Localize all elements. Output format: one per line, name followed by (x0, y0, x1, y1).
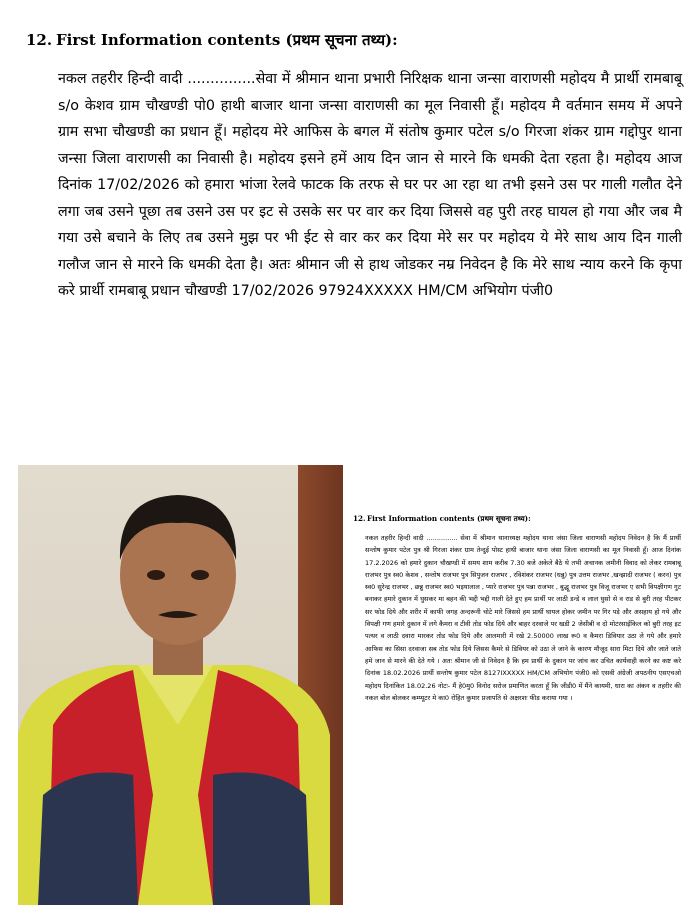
inset-heading-text: First Information contents (प्रथम सूचना तथ्य): (367, 514, 531, 523)
inset-fir-heading (353, 514, 683, 524)
section-number: 12. (26, 31, 53, 49)
inset-section-number: 12. (353, 514, 366, 523)
person-figure (18, 465, 343, 905)
fir-heading (26, 30, 686, 50)
inset-fir-text-body: नकल तहरीर हिन्दी वादी ............... सेवा में श्रीमान थानाध्यक्ष महोदय थाना जंसा जिला वाराणसी महोदय निवेदन है कि मैं प्रार्थी सन्तोष कुमार पटेल पुत्र श्री गिरजा शंकर ग्राम तेन्दुई पोस्ट हाथी बाजार थाना जंसा जिला वाराणसी का मूल निवासी हूँ। आज दिनांक 17.2.2026 को हमारे दुकान चौखण्डी में समय शाम करीब 7.30 बजे अकेले बैठे थे तभी अचानक जमीनी विवाद को लेकर रामबाबू राजभर पुत्र स्व0 केशव , सन्तोष राजभर पुत्र सिपुजन राजभर , रविशंकर राजभर (धन्नु) पुत्र उत्तम राजभर ,खन्झादी राजभर ( करन) पुत्र स्व0 सुरेन्द्र राजभर , छन्नु राजभर स्व0 भइयालाल , प्यारे राजभर पुत्र पन्ना राजभर , बुद्धू राजभर पुत्र विजू राजभर ए सभी विपक्षीगण गुट बनाकर हमारे दुकान में घुसकर मा बहन की भद्दी भद्दी गाली देते हुए हम प्रार्थी पर लाठी डन्डे व लाल घुसो से व राड से बुरी तरह पीटकर सर फोड दिये और शरीर में काफी जगह अन्दरूनी चोटे मारे जिससे हम प्रार्थी घायल होकर जमीन पर गिर पडे और असहाय हो गये और विपक्षी गण हमारे दुकान में लगे कैमरा व टीवी तोड फोड दिये और बाहर दरवाजे पर खडी 2 जेसीबी व दो मोटरसाईकिल को बुरी तरह इट पत्थर व लाठी दवारा मारकर तोड फोड दिये और आलमारी में रखे 2.50000 लाख रू0 व कैमरा डिवियार उठा ले गये और हमारे आफिस का सिसा दरवाजा सब तोड फोड दिये जिसस कैमरे से डिवियर को उठा ले जाने के कारण मौजूद सारा मिटा दिये और जाते जाते हमे जान से मारने की देते गये । अतः श्रीमान जी से निवेदन है कि हम प्रार्थी के दुकान पर जांच कर उचित कार्यवाही करने का कष्ट करे दिनांक 18.02.2026 प्रार्थी सन्तोष कुमार पटेल 8127IXXXXX HM/CM अभियोग पंजी0 को एसवी अंग्रेजी अपठनीय एसएचओ महोदय दिनांकित 18.02.26 नोटः- मैं हे0मु0 विनोद सरोज प्रमाणित करता हूँ कि जीडी0 में मैंने कायमी, धारा का अंकन व तहरीर की नकल बोल बोलकर कम्प्यूटर मे का0 रोहित कुमार प्रजापति से अक्षरशः फीड कराया गया । (365, 534, 681, 702)
complainant-photo (18, 465, 343, 905)
fir-text-body: नकल तहरीर हिन्दी वादी ...............सेवा में श्रीमान थाना प्रभारी निरिक्षक थाना जन्सा वाराणसी महोदय मै प्रार्थी रामबाबू s/o केशव ग्राम चौखण्डी पो0 हाथी बाजार थाना जन्सा वाराणसी का मूल निवासी हूँ। महोदय मै वर्तमान समय में अपने ग्राम सभा चौखण्डी का प्रधान हूँ। महोदय मेरे आफिस के बगल में संतोष कुमार पटेल s/o गिरजा शंकर ग्राम गद्दोपुर थाना जन्सा जिला वाराणसी का निवासी है। महोदय इसने हमें आय दिन जान से मारने कि धमकी देता रहता है। महोदय आज दिनांक 17/02/2026 को हमारा भांजा रेलवे फाटक कि तरफ से घर पर आ रहा था तभी इसने उस पर गाली गलौत देने लगा जब उसने पूछा तब उसने उस पर इट से उसके सर पर वार कर दिया जिससे वह पुरी तरह घायल हो गया और जब मै गया उसे बचाने के लिए तब उसने मुझ पर भी ईट से वार कर कर दिया मेरे सर पर महोदय ये मेरे साथ आय दिन गाली गलौज जान से मारने कि धमकी देता है। अतः श्रीमान जी से हाथ जोडकर नम्र निवेदन है कि मेरे साथ न्याय करने कि कृपा करे प्रार्थी रामबाबू प्रधान चौखण्डी 17/02/2026 97924XXXXX HM/CM अभियोग पंजी0 (58, 71, 682, 299)
heading-text: First Information contents (प्रथम सूचना तथ्य): (56, 31, 398, 49)
